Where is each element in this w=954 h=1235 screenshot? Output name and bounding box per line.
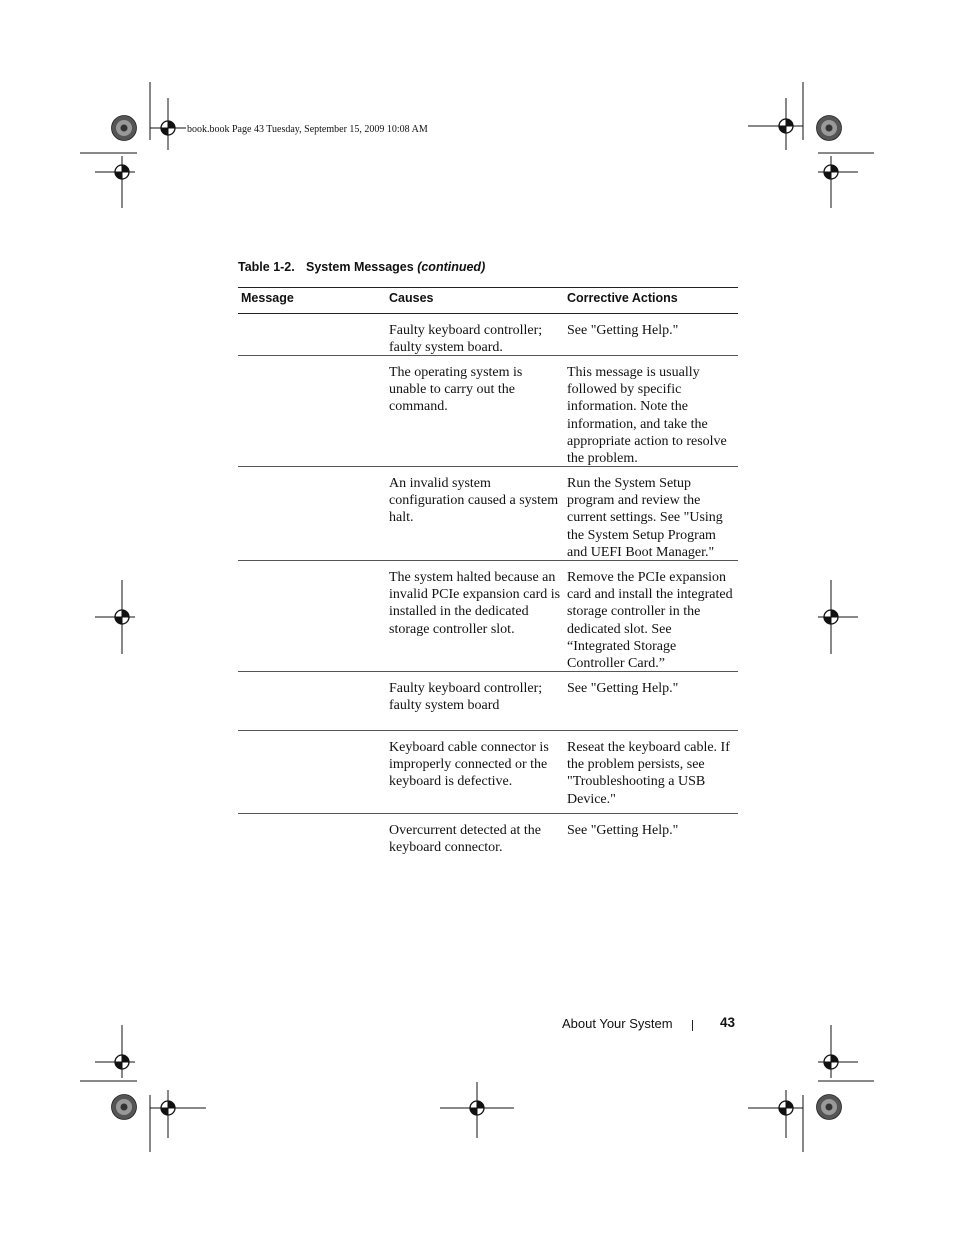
table-row: [238, 731, 738, 814]
footer-section-title: About Your System: [562, 1016, 673, 1031]
action-cell: See "Getting Help.": [567, 823, 679, 838]
action-cell: See "Getting Help.": [567, 681, 679, 696]
page-number: 43: [720, 1015, 736, 1030]
color-bar-icon: [112, 1095, 137, 1120]
cause-cell: An invalid system configuration caused a system halt.: [389, 476, 559, 526]
header-corrective-actions: Corrective Actions: [567, 291, 678, 305]
table-row: [238, 467, 738, 561]
footer-divider: [692, 1020, 693, 1031]
action-cell: Reseat the keyboard cable. If the problem persists, see "Troubleshooting a USB Device.": [567, 740, 730, 807]
table-continued: (continued): [417, 260, 486, 274]
header-causes: Causes: [389, 291, 434, 305]
action-cell: See "Getting Help.": [567, 323, 679, 338]
cause-cell: The operating system is unable to carry out the command.: [389, 365, 523, 415]
table-row: [238, 672, 738, 731]
print-slug: book.book Page 43 Tuesday, September 15, 2009 10:08 AM: [187, 124, 428, 135]
table-number: Table 1-2.: [238, 260, 295, 274]
cause-cell: Overcurrent detected at the keyboard connector.: [389, 823, 541, 856]
cause-cell: Faulty keyboard controller; faulty system board: [389, 681, 543, 714]
color-bar-icon: [112, 116, 137, 141]
table-row: [238, 561, 738, 672]
action-cell: Remove the PCIe expansion card and install the integrated storage controller in the dedicated slot. See “Integrated Storage Controller Card.”: [567, 570, 733, 672]
cause-cell: Keyboard cable connector is improperly connected or the keyboard is defective.: [389, 740, 549, 790]
table-row: [238, 314, 738, 356]
table-title: System Messages: [306, 260, 414, 274]
table-caption: [238, 260, 485, 274]
action-cell: Run the System Setup program and review the current settings. See "Using the System Setup Program and UEFI Boot Manager.": [567, 476, 723, 560]
cause-cell: Faulty keyboard controller; faulty system board.: [389, 323, 543, 356]
table-header: [238, 287, 738, 314]
system-messages-table: [238, 287, 738, 864]
table-row: [238, 814, 738, 864]
cause-cell: The system halted because an invalid PCIe expansion card is installed in the dedicated storage controller slot.: [389, 570, 561, 637]
color-bar-icon: [817, 116, 842, 141]
action-cell: This message is usually followed by specific information. Note the information, and take the appropriate action to resolve the problem.: [567, 365, 727, 467]
color-bar-icon: [817, 1095, 842, 1120]
header-message: Message: [241, 291, 294, 305]
table-row: [238, 356, 738, 467]
